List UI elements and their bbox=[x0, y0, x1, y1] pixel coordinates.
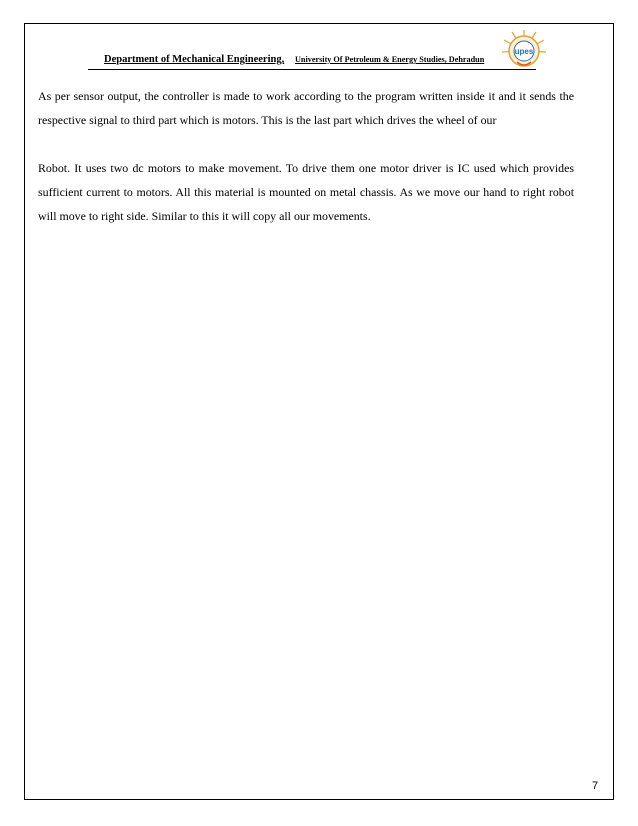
page-number: 7 bbox=[592, 780, 599, 792]
paragraph-1: As per sensor output, the controller is made to work according to the program written inside it and it sends the respective signal to third part which is motors. This is the last part which drives the wheel of our bbox=[38, 89, 574, 127]
header-department: Department of Mechanical Engineering, bbox=[104, 54, 285, 65]
university-logo bbox=[500, 28, 548, 74]
body-text bbox=[38, 84, 574, 228]
header-university: University Of Petroleum & Energy Studies, Dehradun bbox=[295, 55, 485, 64]
paragraph-2: Robot. It uses two dc motors to make movement. To drive them one motor driver is IC used which provides sufficient current to motors. All this material is mounted on metal chassis. As we move our hand to right robot will move to right side. Similar to this it will copy all our movements. bbox=[38, 161, 574, 223]
logo-text: upes bbox=[514, 47, 534, 56]
page-header bbox=[88, 50, 536, 70]
